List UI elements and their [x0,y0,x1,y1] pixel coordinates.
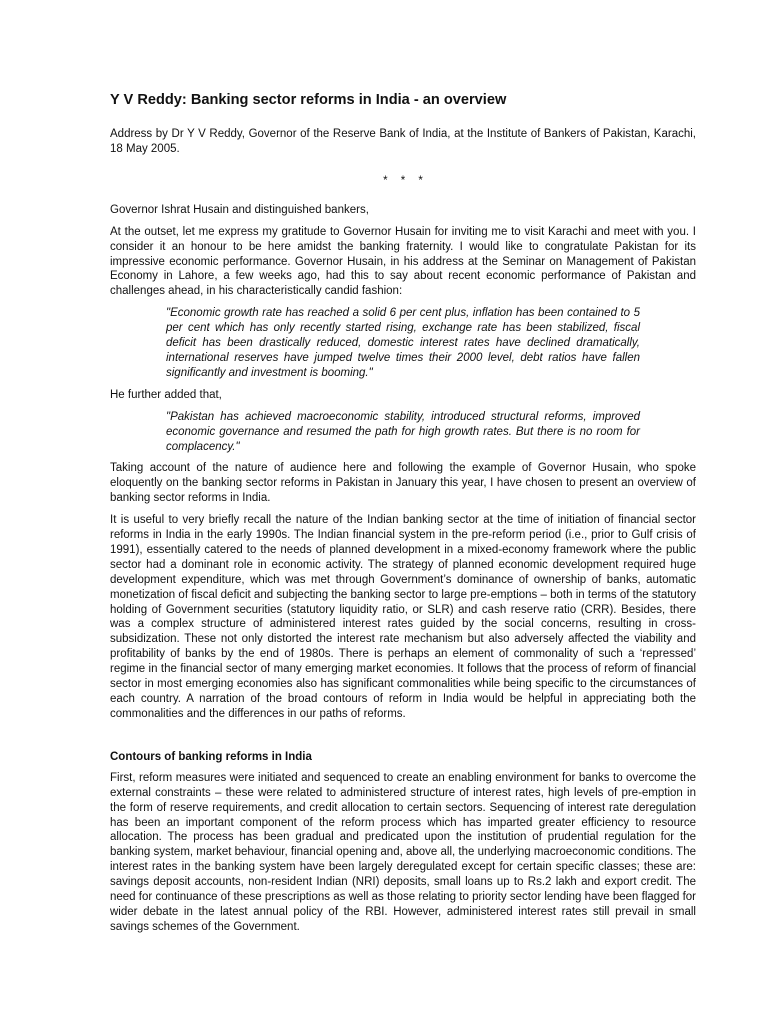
document-title: Y V Reddy: Banking sector reforms in India - an overview [110,92,507,108]
address-line: Address by Dr Y V Reddy, Governor of the Reserve Bank of India, at the Institute of Bankers of Pakistan, Karachi, 18 May 2005. [110,128,696,155]
quote-macroeconomic-stability: "Pakistan has achieved macroeconomic stability, introduced structural reforms, improved economic governance and resumed the path for high growth rates. But there is no room for complacency." [166,410,640,453]
paragraph-further-added: He further added that, [110,388,222,401]
salutation: Governor Ishrat Husain and distinguished bankers, [110,203,369,216]
document-page [110,92,696,942]
paragraph-reform-measures: First, reform measures were initiated and sequenced to create an enabling environment for banks to overcome the external constraints – these were related to administered structure of interest rates, high levels of pre-emption in the form of reserve requirements, and credit allocation to certain sectors. Sequencing of interest rate deregulation has been an important component of the reform process which has imparted greater efficiency to resource allocation. The process has been gradual and predicated upon the institution of prudential regulation for the banking system, market behaviour, financial opening and, above all, the underlying macroeconomic conditions. The interest rates in the banking system have been largely deregulated except for certain specific classes; these are: savings deposit accounts, non-resident Indian (NRI) deposits, small loans up to Rs.2 lakh and export credit. The need for continuance of these prescriptions as well as those relating to priority sector lending have been flagged for wider debate in the latest annual policy of the RBI. However, administered interest rates still prevail in small savings schemes of the Government. [110,771,696,933]
section-heading-contours: Contours of banking reforms in India [110,750,312,763]
paragraph-indian-banking-sector: It is useful to very briefly recall the nature of the Indian banking sector at the time of initiation of financial sector reforms in India in the early 1990s. The Indian financial system in the pre-reform period (i.e., prior to Gulf crisis of 1991), essentially catered to the needs of planned development in a mixed-economy framework where the public sector had a dominant role in economic activity. The strategy of planned economic development required huge development expenditure, which was met through Government’s dominance of ownership of banks, automatic monetization of fiscal deficit and subjecting the banking sector to large pre-emptions – both in terms of the statutory holding of Government securities (statutory liquidity ratio, or SLR) and cash reserve ratio (CRR). Besides, there was a complex structure of administered interest rates guided by the social concerns, resulting in cross-subsidization. These not only distorted the interest rate mechanism but also adversely affected the viability and profitability of banks by the end of 1980s. There is perhaps an element of commonality of such a ‘repressed’ regime in the financial sector of many emerging market economies. It follows that the process of reform of financial sector in most emerging economies also has significant commonalities while being specific to the circumstances of each country. A narration of the broad contours of reform in India would be helpful in appreciating both the commonalities and the differences in our paths of reforms. [110,514,696,720]
paragraph-audience: Taking account of the nature of audience here and following the example of Governor Husain, who spoke eloquently on the banking sector reforms in Pakistan in January this year, I have chosen to present an overview of banking sector reforms in India. [110,462,696,505]
section-separator: * * * [383,174,423,187]
quote-economic-growth: "Economic growth rate has reached a solid 6 per cent plus, inflation has been contained to 5 per cent which has only recently started rising, exchange rate has been stabilized, fiscal deficit has been drastically reduced, domestic interest rates have declined dramatically, international reserves have jumped twelve times their 2000 level, debt ratios have fallen significantly and investment is booming." [166,307,640,379]
paragraph-intro: At the outset, let me express my gratitude to Governor Husain for inviting me to visit Karachi and meet with you. I consider it an honour to be here amidst the banking fraternity. I would like to congratulate Pakistan for its impressive economic performance. Governor Husain, in his address at the Seminar on Management of Pakistan Economy in Lahore, a few weeks ago, had this to say about recent economic performance of Pakistan and challenges ahead, in his characteristically candid fashion: [110,225,696,298]
